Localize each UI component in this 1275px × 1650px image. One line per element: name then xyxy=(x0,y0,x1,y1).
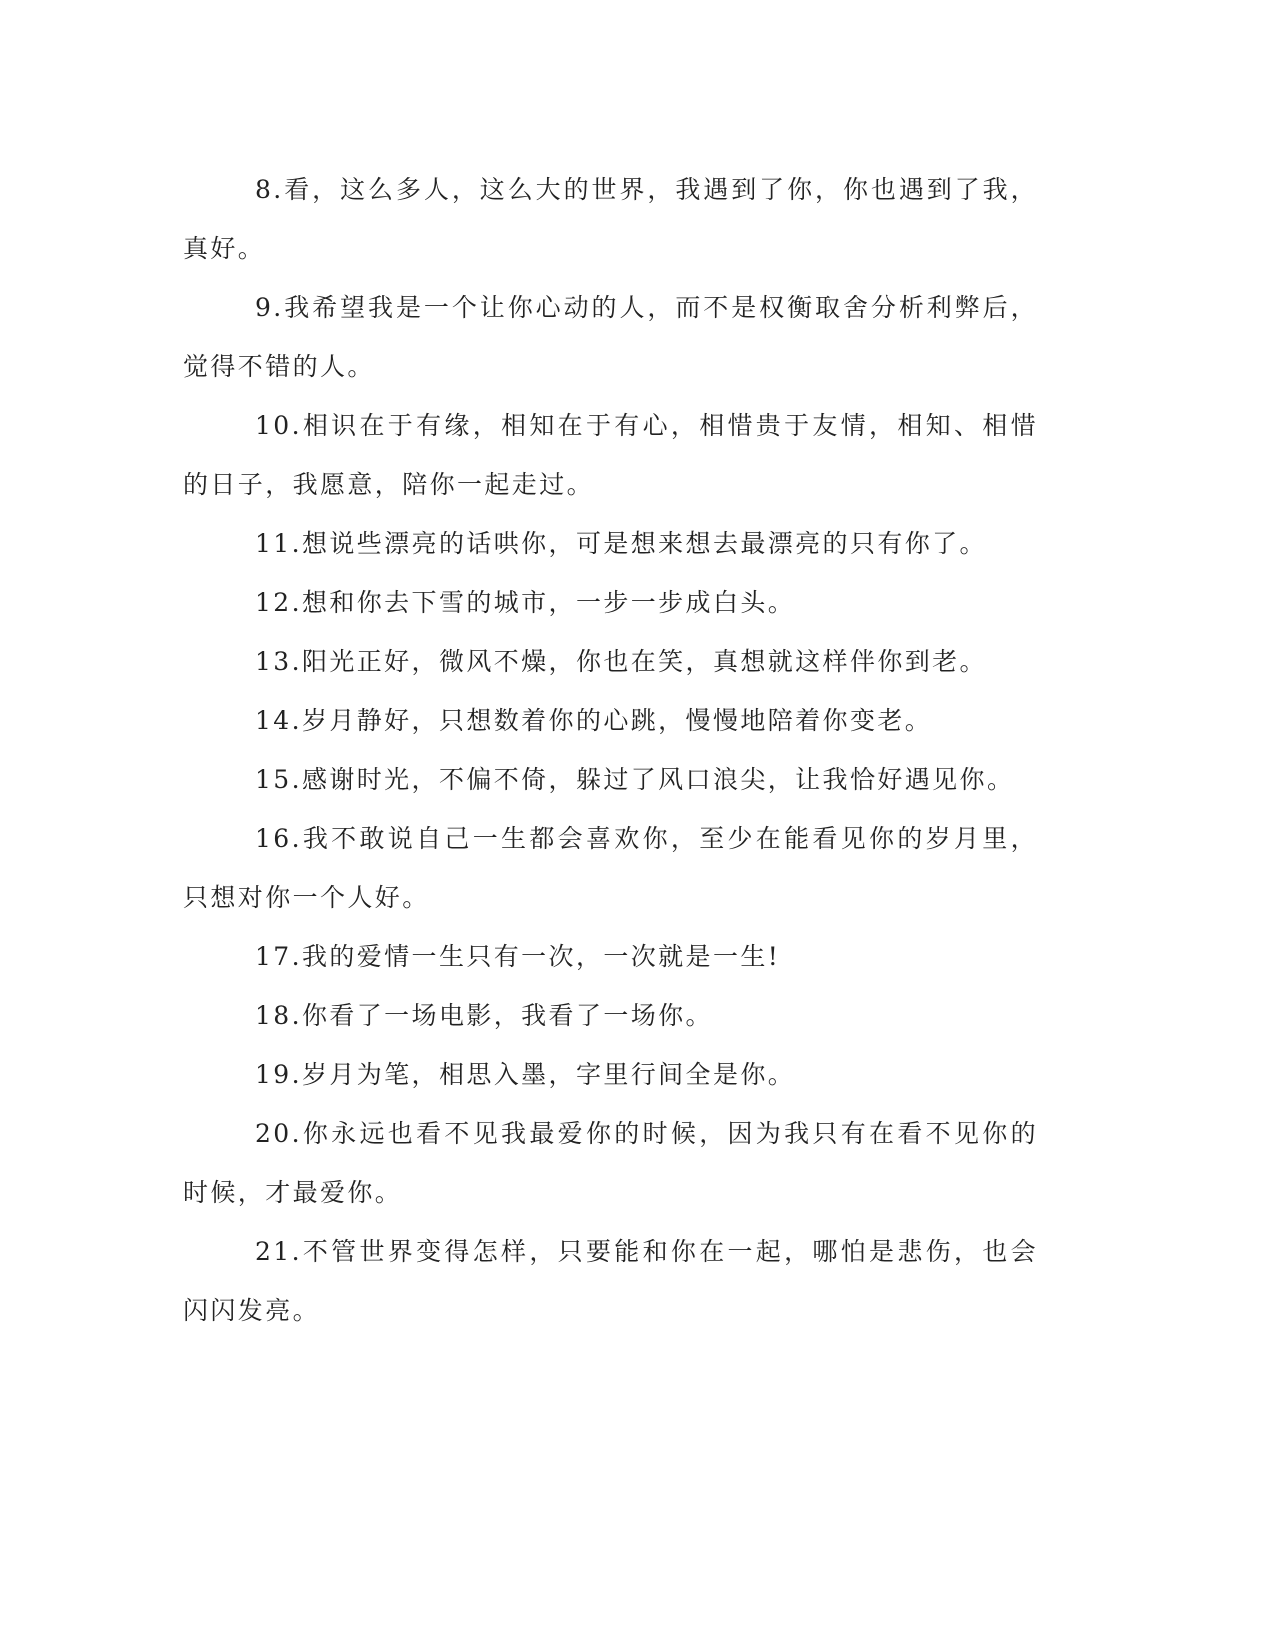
paragraph-17: 17.我的爱情一生只有一次，一次就是一生! xyxy=(255,942,781,971)
paragraph-21: 21.不管世界变得怎样，只要能和你在一起，哪怕是悲伤，也会闪闪发亮。 xyxy=(183,1237,1038,1325)
paragraph-13: 13.阳光正好，微风不燥，你也在笑，真想就这样伴你到老。 xyxy=(255,647,987,676)
paragraph-16: 16.我不敢说自己一生都会喜欢你，至少在能看见你的岁月里，只想对你一个人好。 xyxy=(183,824,1038,912)
paragraph-12: 12.想和你去下雪的城市，一步一步成白头。 xyxy=(255,588,796,617)
paragraph-9: 9.我希望我是一个让你心动的人，而不是权衡取舍分析利弊后，觉得不错的人。 xyxy=(183,293,1038,381)
paragraph-8: 8.看，这么多人，这么大的世界，我遇到了你，你也遇到了我，真好。 xyxy=(183,175,1038,263)
document-body xyxy=(183,160,1038,1340)
paragraph-10: 10.相识在于有缘，相知在于有心，相惜贵于友情，相知、相惜的日子，我愿意，陪你一起走过。 xyxy=(183,411,1038,499)
paragraph-14: 14.岁月静好，只想数着你的心跳，慢慢地陪着你变老。 xyxy=(255,706,933,735)
paragraph-18: 18.你看了一场电影，我看了一场你。 xyxy=(255,1001,713,1030)
paragraph-11: 11.想说些漂亮的话哄你，可是想来想去最漂亮的只有你了。 xyxy=(255,529,987,558)
paragraph-19: 19.岁月为笔，相思入墨，字里行间全是你。 xyxy=(255,1060,796,1089)
paragraph-15: 15.感谢时光，不偏不倚，躲过了风口浪尖，让我恰好遇见你。 xyxy=(255,765,1015,794)
paragraph-20: 20.你永远也看不见我最爱你的时候，因为我只有在看不见你的时候，才最爱你。 xyxy=(183,1119,1038,1207)
